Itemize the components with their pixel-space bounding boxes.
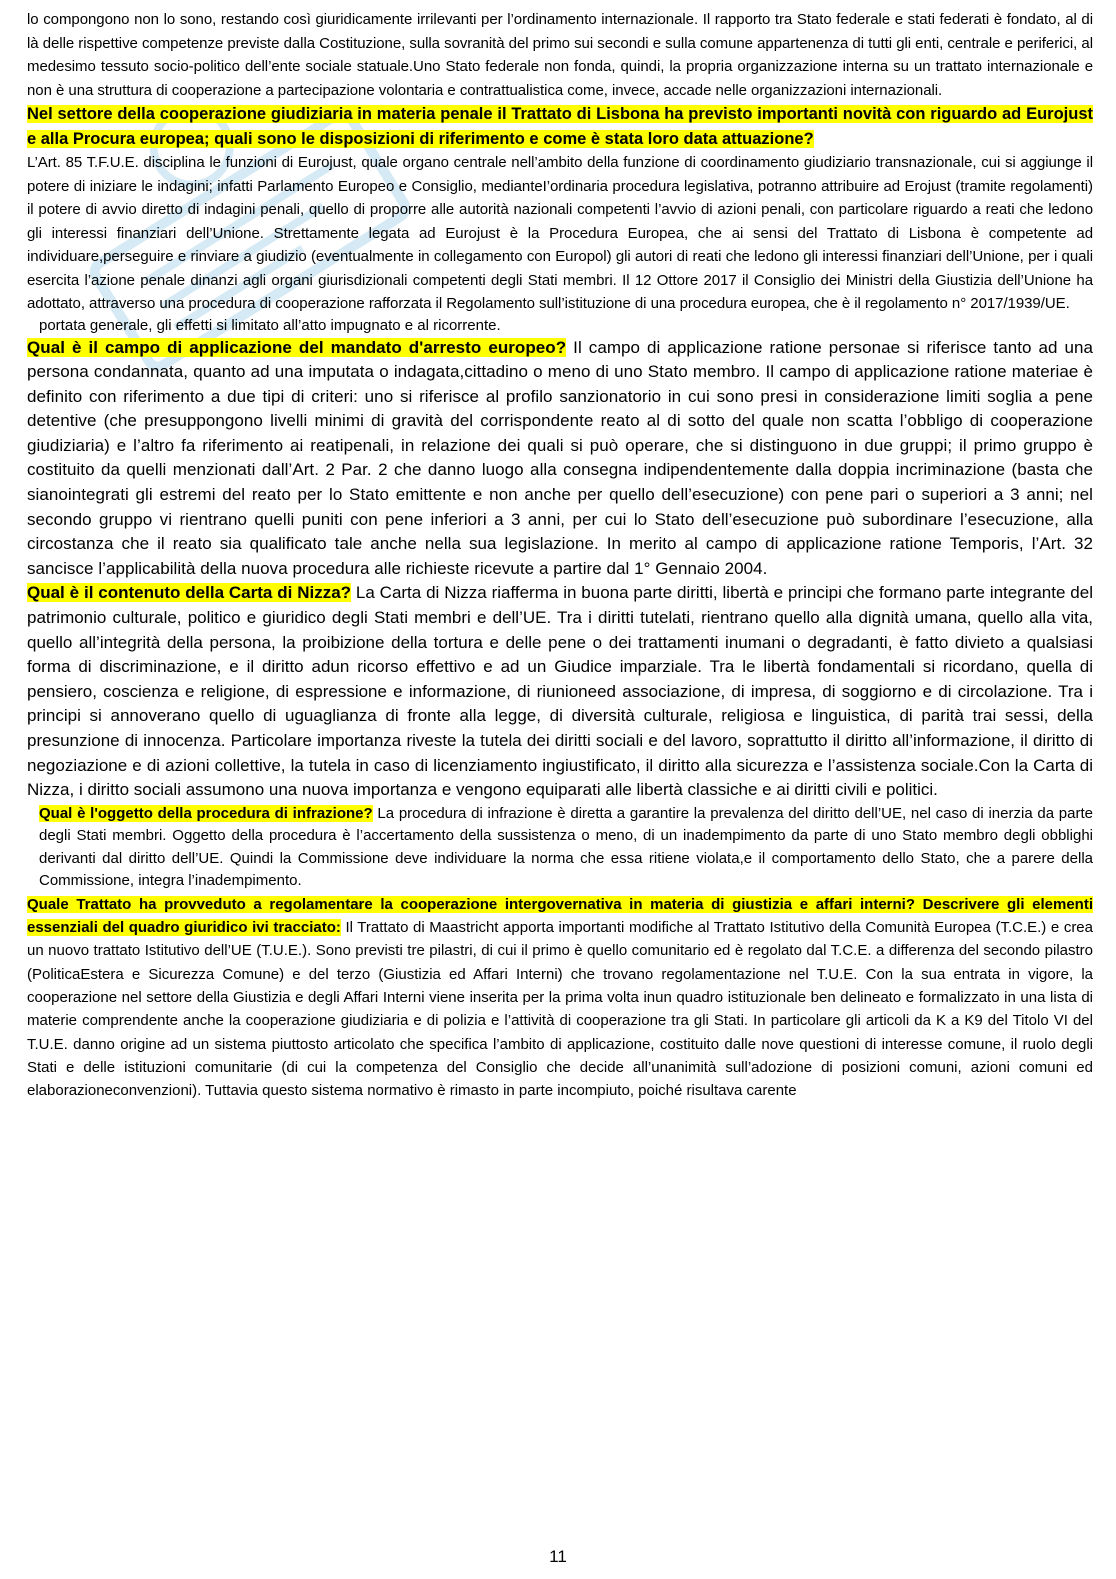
answer-mandato-arresto: Il campo di applicazione ratione personae si riferisce tanto ad una persona condannata, quanto ad una imputata o indagata,cittadino o meno di uno Stato membro. Il campo di applicazione ratione materiae è definito con riferimento a due tipi di criteri: uno si riferisce al profilo sanzionatorio in cui sono presi in considerazione limiti soglia a pene detentive (che presuppongono livelli minimi di gravità del corrispondente reato al di sotto del quale non scatta l’obbligo di cooperazione giudiziaria) e l’altro fa riferimento ai reatipenali, in relazione dei quali si può operare, che si distinguono in due gruppi; il primo gruppo è costituito da quelli menzionati dall’Art. 2 Par. 2 che danno luogo alla consegna indipendentemente dalla doppia incriminazione (basta che sianointegrati gli estremi del reato per lo Stato emittente e non anche per quello dell’esecuzione) con pene pari o superiori a 3 anni; nel secondo gruppo vi rientrano quelli puniti con pene inferiori a 3 anni, per cui lo Stato dell’esecuzione può subordinare l’esecuzione, alla circostanza che il reato sia qualificato tale anche nella sua legislazione. In merito al campo di applicazione ratione Temporis, l’Art. 32 sancisce l’applicabilità della nuova procedura alle richieste ricevute a partire dal 1° Gennaio 2004. [27,337,1094,578]
answer-carta-nizza: La Carta di Nizza riafferma in buona parte diritti, libertà e principi che formano parte integrante del patrimonio culturale, politico e giuridico degli Stati membri e dell’UE. Tra i diritti tutelati, rientrano quello alla dignità umana, quello alla vita, quello all’integrità della persona, la proibizione della tortura e delle pene o dei trattamenti inumani o degradanti, è fatto divieto a qualsiasi forma di discriminazione, e il diritto adun ricorso effettivo e ad un Giudice imparziale. Tra le libertà fondamentali si ricordano, quella di pensiero, coscienza e religione, di espressione e informazione, di riunioneed associazione, di impresa, di soggiorno e di circolazione. Tra i principi si annoverano quello di uguaglianza di fronte alla legge, di diversità culturale, religiosa e linguistica, di parità trai sessi, della presunzione di innocenza. Particolare importanza riveste la tutela dei diritti sociali e del lavoro, soprattutto il diritto all’informazione, il diritto di negoziazione e di azioni collettive, la tutela in caso di licenziamento ingiustificato, il diritto alla sicurezza e l’assistenza sociale.Con la Carta di Nizza, i diritto sociali assumono una nuova importanza e vengono equiparati alle libertà classiche e ai diritti civili e politici. [27,583,1093,800]
section-mandato-arresto [27,336,1093,582]
answer-infrazione: La procedura di infrazione è diretta a garantire la prevalenza del diritto dell’UE, nel caso di inerzia da parte degli Stati membri. Oggetto della procedura è l’accertamento della sussistenza o meno, di un inadempimento da parte di uno Stato membro degli obblighi derivanti dal diritto dell’UE. Quindi la Commissione deve individuare la norma che essa ritiene violata,e il comportamento dello Stato, che a parere della Commissione, integra l’inadempimento. [39,804,1093,890]
answer-eurojust: L’Art. 85 T.F.U.E. disciplina le funzioni di Eurojust, quale organo centrale nell’ambito della funzione di coordinamento giudiziario transnazionale, cui si aggiunge il potere di iniziare le indagini; infatti Parlamento Europeo e Consiglio, medianteI’ordinaria procedura legislativa, potranno attribuire ad Erojust (tramite regolamenti) il potere di avvio diretto di indagini penali, quello di proporre alle autorità nazionali competenti l’avvio di azioni penali, con particolare riguardo a reati che ledono gli interessi finanziari dell’Unione. Strettamente legata ad Eurojust è la Procedura Europea, che ai sensi del Trattato di Lisbona è competente ad individuare,perseguire e rinviare a giudizio (eventualmente in collegamento con Europol) gli autori di reati che ledono gli interessi finanziari dell’Unione, per i quali esercita l’azione penale dinanzi agli organi giurisdizionali competenti degli Stati membri. Il 12 Ottore 2017 il Consiglio dei Ministri della Giustizia dell’Unione ha adottato, attraverso una procedura di cooperazione rafforzata il Regolamento sull’istituzione di una procedura europea, che è il regolamento n° 2017/1939/UE. [27,154,1093,312]
section-maastricht [27,893,1093,1103]
question-eurojust [27,102,1093,151]
stray-line: portata generale, gli effetti si limitato all’atto impugnato e al ricorrente. [39,316,501,334]
page-number: 11 [549,1547,567,1566]
section-infrazione [39,803,1093,893]
question-mandato-arresto: Qual è il campo di applicazione del mandato d'arresto europeo? [27,337,567,357]
question-carta-nizza: Qual è il contenuto della Carta di Nizza? [27,583,352,603]
question-infrazione: Qual è l'oggetto della procedura di infrazione? [39,804,373,822]
question-eurojust-text: Nel settore della cooperazione giudiziaria in materia penale il Trattato di Lisbona ha previsto importanti novità con riguardo ad Eurojust e alla Procura europea; quali sono le disposizioni di riferimento e come è stata loro data attuazione? [27,105,1093,148]
section-carta-nizza [27,581,1093,802]
answer-maastricht: Il Trattato di Maastricht apporta importanti modifiche al Trattato Istitutivo della Comunità Europea (T.C.E.) e crea un nuovo trattato Istitutivo dell’UE (T.U.E.). Sono previsti tre pilastri, di cui il primo è quello comunitario ed è regolato dal T.C.E. a differenza del secondo pilastro (PoliticaEstera e Sicurezza Comune) e del terzo (Giustizia ed Affari Interni) che trovano regolamentazione nel T.U.E. Con la sua entrata in vigore, la cooperazione nel settore della Giustizia e degli Affari Interni viene inserita per la prima volta inun quadro istituzionale ben delineato e formalizzato in una lista di materie comprendente anche la cooperazione giudiziaria e di polizia e l’attività di cooperazione tra gli Stati. In particolare gli articoli da K a K9 del Titolo VI del T.U.E. danno origine ad un sistema piuttosto articolato che specifica l’ambito di applicazione, costituito dalle nove questioni di interesse comune, il ruolo degli Stati e delle istituzioni comunitarie (di cui la competenza del Consiglio che decide all’unanimità sull’adozione di posizioni comuni, azioni comuni ed elaborazioneconvenzioni). Tuttavia questo sistema normativo è rimasto in parte incompiuto, poiché risultava carente [27,919,1093,1100]
question-maastricht: Quale Trattato ha provveduto a regolamentare la cooperazione intergovernativa in materia di giustizia e affari interni? Descrivere gli elementi essenziali del quadro giuridico ivi tracciato: [27,895,1093,937]
paragraph-intro: lo compongono non lo sono, restando così giuridicamente irrilevanti per l’ordinamento internazionale. Il rapporto tra Stato federale e stati federati è fondato, al di là delle rispettive competenze previste dalla Costituzione, sulla sovranità del primo sui secondi e sulla comune appartenenza di tutti gli enti, centrale e periferici, al medesimo tessuto socio-politico dell’ente sociale statuale.Uno Stato federale non fonda, quindi, la propria organizzazione interna su un trattato internazionale e non è una struttura di cooperazione a partecipazione volontaria e contrattualistica come, invece, accade nelle organizzazioni internazionali. [27,11,1093,99]
document-body [27,8,1093,1102]
